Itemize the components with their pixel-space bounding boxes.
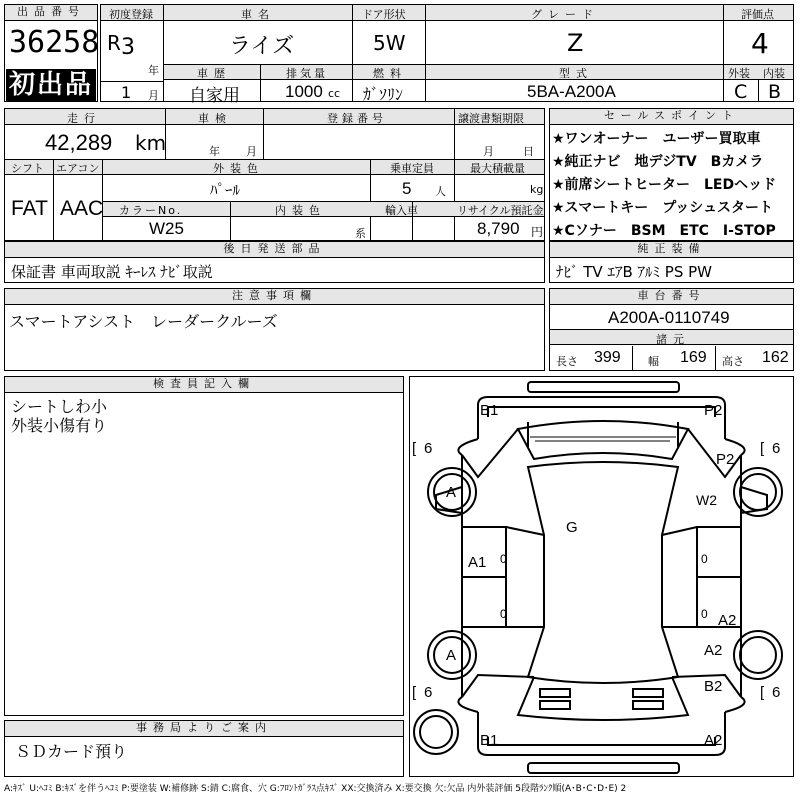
sales-point-5: ★Cソナー BSM ETC I-STOP	[552, 223, 776, 239]
model-code: 5BA-A200A	[527, 82, 616, 101]
color-no-label: カラーNo.	[119, 204, 183, 217]
door-label: ドア形状	[362, 8, 406, 21]
inspection-label: 車検	[198, 112, 232, 125]
shift: FAT	[11, 197, 48, 220]
tread-rl: 6	[424, 684, 433, 701]
history: 自家用	[189, 86, 240, 106]
office-value: ＳＤカード預り	[15, 742, 128, 761]
capacity-unit: 人	[435, 185, 446, 198]
int-color-label: 内装色	[275, 204, 326, 217]
air-conditioner: AAC	[60, 197, 104, 220]
era-prefix: R	[107, 31, 121, 55]
mark-b1-bottom: B1	[480, 732, 499, 749]
mark-a1: A1	[468, 554, 487, 571]
chassis-label: 車台番号	[550, 289, 793, 305]
damage-diagram	[409, 376, 794, 777]
notes-label: 注意事項欄	[5, 289, 544, 305]
recycle-label: リサイクル預託金	[457, 204, 544, 217]
sales-points-box	[549, 108, 794, 241]
door-type: 5W	[373, 31, 406, 55]
mileage-label: 走行	[67, 112, 101, 125]
tread-bracket-rr: [	[760, 684, 765, 701]
mark-a-left-rear: A	[446, 647, 457, 664]
sales-point-3: ★前席シートヒーター LEDヘッド	[552, 177, 777, 193]
sales-point-1: ★ワンオーナー ユーザー買取車	[552, 131, 761, 147]
history-label: 車歴	[197, 67, 231, 80]
mark-b2: B2	[704, 678, 723, 695]
tread-bracket-fr: [	[760, 440, 765, 457]
grade-label: グレード	[531, 8, 599, 21]
genuine-equipment-label: 純正装備	[550, 242, 793, 258]
transfer-day-unit: 日	[523, 145, 534, 158]
mark-p2-top: P2	[704, 402, 723, 419]
inspector-label: 検査員記入欄	[5, 377, 403, 393]
lot-number: 36258	[9, 25, 100, 60]
dims-label: 諸元	[656, 333, 690, 346]
interior-label: 内装	[763, 67, 785, 80]
sales-points-label: セールスポイント	[550, 109, 793, 125]
load-unit: kg	[530, 183, 544, 196]
mark-a-left-front: A	[446, 484, 457, 501]
mark-a2-bottom: A2	[704, 732, 723, 749]
length-value: 399	[594, 349, 621, 366]
zero-left-2: 0	[500, 607, 507, 621]
tread-fr: 6	[772, 440, 781, 457]
tread-fl: 6	[424, 440, 433, 457]
office-label: 事務局よりご案内	[5, 721, 403, 737]
first-listing-badge: 初出品	[6, 69, 96, 101]
mileage: 42,289	[45, 130, 113, 155]
inspector-line-2: 外装小傷有り	[11, 416, 108, 435]
inspection-year-unit: 年	[209, 145, 220, 158]
vehicle-details-grid	[4, 108, 545, 241]
fuel: ｶﾞｿﾘﾝ	[363, 85, 404, 104]
height-label: 高さ	[722, 355, 744, 368]
ext-color-label: 外装色	[213, 162, 264, 175]
displacement: 1000	[285, 82, 323, 101]
recycle-fee: 8,790	[477, 219, 520, 238]
recycle-unit: 円	[531, 225, 544, 239]
ext-color: ﾊﾟｰﾙ	[210, 181, 241, 199]
inspector-line-1: シートしわ小	[11, 397, 108, 416]
transfer-month-unit: 月	[483, 145, 494, 158]
mileage-unit: km	[135, 131, 167, 155]
genuine-equipment-box	[549, 241, 794, 283]
mark-g: G	[566, 519, 578, 536]
lot-number-label: 出品番号	[5, 5, 97, 21]
int-color-unit: 系	[355, 227, 366, 240]
later-parts-label: 後日発送部品	[5, 242, 544, 258]
zero-left-1: 0	[500, 552, 507, 566]
inspection-month-unit: 月	[246, 145, 257, 158]
damage-legend: A:ｷｽﾞ U:ﾍｺﾐ B:ｷｽﾞを伴うﾍｺﾐ P:要塗装 W:補修跡 S:錆 C:腐食、穴 G:ﾌﾛﾝﾄｶﾞﾗｽ点ｷｽﾞ XX:交換済み X:要交換 欠:欠品 内外装評価 5段階ﾗﾝｸ順(A･B･C･D･E) 2	[4, 784, 627, 794]
color-number: W25	[149, 219, 184, 238]
displacement-unit: cc	[328, 87, 341, 100]
mark-a2-right2: A2	[704, 642, 723, 659]
office-box	[4, 720, 404, 777]
transfer-label: 譲渡書類期限	[458, 112, 524, 125]
tread-rr: 6	[772, 684, 781, 701]
exterior-label: 外装	[728, 67, 750, 80]
grade: Z	[567, 29, 584, 57]
notes-box	[4, 288, 545, 371]
sales-point-2: ★純正ナビ 地デジTV Bカメラ	[552, 154, 764, 170]
chassis-box	[549, 288, 794, 371]
tread-bracket-fl: [	[412, 440, 417, 457]
car-name: ライズ	[229, 34, 295, 59]
capacity-label: 乗車定員	[390, 162, 434, 175]
genuine-equipment-value: ﾅﾋﾞ TV ｴｱB ｱﾙﾐ PS PW	[556, 263, 712, 281]
capacity: 5	[402, 179, 412, 198]
shift-label: シフト	[11, 162, 44, 175]
later-parts-box	[4, 241, 545, 283]
mark-w2: W2	[696, 492, 717, 508]
import-label: 輸入車	[385, 204, 418, 217]
year-unit: 年	[148, 64, 159, 77]
inspector-box	[4, 376, 404, 716]
zero-right-1: 0	[701, 552, 708, 566]
score: 4	[751, 27, 769, 60]
month-unit: 月	[148, 89, 159, 102]
header-grid	[100, 4, 794, 106]
width-value: 169	[680, 349, 707, 366]
zero-right-2: 0	[701, 607, 708, 621]
interior-grade: B	[768, 81, 782, 103]
fuel-label: 燃料	[373, 67, 407, 80]
displacement-label: 排気量	[286, 67, 328, 80]
car-name-label: 車名	[241, 8, 275, 21]
month-value: 1	[121, 83, 132, 102]
sales-point-4: ★スマートキー プッシュスタート	[552, 200, 774, 216]
mark-a2-right1: A2	[718, 612, 737, 629]
score-label: 評価点	[741, 8, 774, 21]
length-label: 長さ	[556, 355, 578, 368]
era-year: 3	[121, 35, 135, 60]
later-parts-value: 保証書 車両取説 ｷｰﾚｽ ﾅﾋﾞ取説	[11, 263, 213, 281]
chassis-number: A200A-0110749	[608, 308, 730, 327]
lot-number-box	[4, 4, 98, 102]
mark-p2-right: P2	[716, 451, 735, 468]
car-outline	[410, 377, 793, 776]
notes-value: スマートアシスト レーダークルーズ	[9, 312, 278, 331]
first-reg-label: 初度登録	[109, 8, 153, 21]
ac-label: エアコン	[56, 162, 100, 175]
model-label: 型式	[559, 67, 593, 80]
load-label: 最大積載量	[470, 162, 525, 175]
mark-b1-top: B1	[480, 402, 499, 419]
tread-bracket-rl: [	[412, 684, 417, 701]
width-label: 幅	[648, 355, 659, 368]
plate-label: 登録番号	[327, 112, 387, 125]
height-value: 162	[762, 349, 789, 366]
exterior-grade: C	[734, 81, 748, 103]
